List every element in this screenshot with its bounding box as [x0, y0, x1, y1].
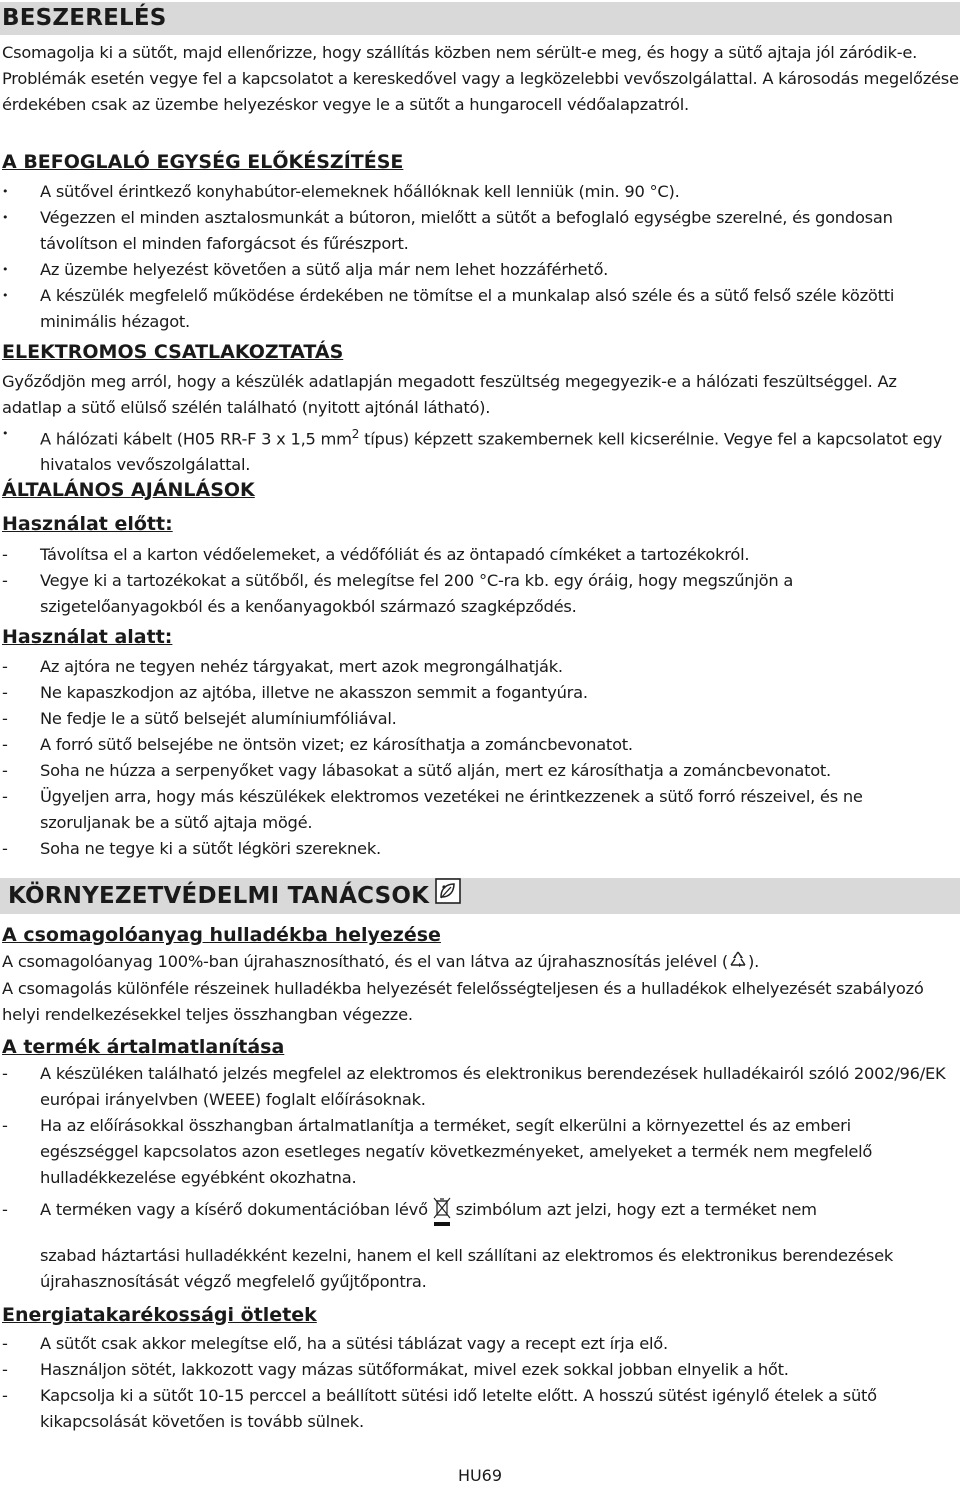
list-item [0, 680, 960, 706]
list-item-text: Soha ne tegye ki a sütőt légköri szereknek. [40, 839, 381, 858]
dash-marker: - [2, 683, 8, 702]
list-item-text: Soha ne húzza a serpenyőket vagy lábasokat a sütő alján, mert ez károsíthatja a zománcbevonatot. [40, 761, 831, 780]
section-altalanos [0, 477, 960, 862]
list-item-text: Kapcsolja ki a sütőt 10-15 perccel a beállított sütési idő letelte előtt. A hosszú sütést igénylő ételek a sütő kikapcsolását követően is tovább sülnek. [40, 1385, 877, 1431]
dash-marker: - [2, 1115, 8, 1135]
list-item [0, 784, 960, 836]
list-item-text: Az ajtóra ne tegyen nehéz tárgyakat, mert azok megrongálhatják. [40, 657, 563, 676]
heading-energia: Energiatakarékossági ötletek [2, 1303, 317, 1326]
list-item [0, 1383, 960, 1435]
dash-marker: - [2, 571, 8, 590]
section-elektromos [0, 339, 960, 478]
list-item [0, 568, 960, 620]
section-befoglalo [0, 149, 960, 335]
weee-text-line1-end: szimbólum azt jelzi, hogy ezt a terméket nem [450, 1199, 817, 1219]
dash-marker: - [2, 1333, 8, 1353]
termek-list [0, 1061, 960, 1295]
dash-marker: - [2, 657, 8, 676]
heading-beszereles: BESZERELÉS [0, 2, 960, 35]
page-number: HU69 [457, 1466, 503, 1485]
heading-altalanos: ÁLTALÁNOS AJÁNLÁSOK [2, 479, 255, 501]
heading-hasznalat-elott: Használat előtt: [2, 513, 173, 535]
cable-text-end: típus) képzett szakembernek kell kicserélnie. Vegye fel a kapcsolatot egy hivatalos vevőszolgálattal. [40, 429, 943, 475]
bullet-marker: • [2, 427, 9, 440]
weee-text-start: A terméken vagy a kísérő dokumentációban lévő [40, 1199, 433, 1219]
list-item [0, 257, 960, 283]
heading-termek: A termék ártalmatlanítása [2, 1035, 285, 1058]
dash-marker: - [2, 545, 8, 564]
dash-marker: - [2, 709, 8, 728]
list-item-text: Ügyeljen arra, hogy más készülékek elektromos vezetékei ne érintkezzenek a sütő forró részeivel, és ne szoruljanak be a sütő ajtaja mögé. [40, 787, 863, 832]
bullet-marker: • [2, 289, 9, 302]
list-item-text: A forró sütő belsejébe ne öntsön vizet; ez károsíthatja a zománcbevonatot. [40, 735, 633, 754]
list-item-text: Használjon sötét, lakkozott vagy mázas sütőformákat, mivel ezek sokkal jobban elnyelik a hőt. [40, 1359, 789, 1379]
list-item [0, 179, 960, 205]
list-item-text [40, 421, 960, 478]
list-item-text: Vegye ki a tartozékokat a sütőből, és melegítse fel 200 °C-ra kb. egy óráig, hogy megszűnjön a szigetelőanyagokból és a kenőanyagokból származó szagképződés. [40, 571, 794, 616]
list-item-text: Ne kapaszkodjon az ajtóba, illetve ne akasszon semmit a fogantyúra. [40, 683, 588, 702]
list-item [0, 421, 960, 478]
bullet-marker: • [2, 263, 9, 276]
list-item [0, 1357, 960, 1383]
section-beszereles [0, 2, 960, 118]
bullet-marker: • [2, 185, 9, 198]
list-item-text: Távolítsa el a karton védőelemeket, a védőfóliát és az öntapadó címkéket a tartozékokról. [40, 545, 750, 564]
list-item [0, 1061, 960, 1113]
list-item [0, 205, 960, 257]
csomag-paragraph-2: A csomagolás különféle részeinek hulladékba helyezését felelősségteljesen és a hulladékok elhelyezését szabályozó helyi rendelkezésekkel teljes összhangban végezze. [2, 978, 924, 1024]
csomag-text-start: A csomagolóanyag 100%-ban újrahasznosítható, és el van látva az újrahasznosítás jelével ( [2, 952, 729, 971]
dash-marker: - [2, 839, 8, 858]
dash-marker: - [2, 1199, 8, 1219]
list-item [0, 654, 960, 680]
dash-marker: - [2, 1359, 8, 1379]
list-item-text: Az üzembe helyezést követően a sütő alja már nem lehet hozzáférhető. [40, 260, 609, 279]
beszereles-paragraph: Csomagolja ki a sütőt, majd ellenőrizze, hogy szállítás közben nem sérült-e meg, és hogy a sütő ajtaja jól záródik-e. Problémák esetén vegye fel a kapcsolatot a kereskedővel vagy a legközelebbi vevőszolgálattal. A károsodás megelőzése érdekében csak az üzembe helyezéskor vegye le a sütőt a hungarocell védőalapzatról. [2, 43, 959, 114]
leaf-icon [435, 878, 461, 914]
list-item [0, 1113, 960, 1191]
list-item [0, 836, 960, 862]
heading-kornyezet [0, 878, 960, 914]
csomag-text-end: ). [748, 952, 760, 971]
superscript-2: 2 [351, 427, 360, 441]
hasznalat-elott-list [0, 542, 960, 620]
weee-text-rest: szabad háztartási hulladékként kezelni, hanem el kell szállítani az elektromos és elektronikus berendezések újrahasznosítását végző megfelelő gyűjtőpontra. [40, 1245, 894, 1291]
list-item [0, 1197, 960, 1295]
list-item-text: Végezzen el minden asztalosmunkát a bútoron, mielőtt a sütőt a befoglaló egységbe szerelné, és gondosan távolítson el minden faforgácsot és fűrészport. [40, 208, 893, 253]
dash-marker: - [2, 761, 8, 780]
heading-csomagoloanyag: A csomagolóanyag hulladékba helyezése [2, 924, 441, 946]
list-item-text: A sütőt csak akkor melegítse elő, ha a sütési táblázat vagy a recept ezt írja elő. [40, 1333, 668, 1353]
recycle-icon [728, 950, 748, 976]
heading-befoglalo: A BEFOGLALÓ EGYSÉG ELŐKÉSZÍTÉSE [2, 151, 404, 173]
list-item [0, 706, 960, 732]
list-item-text: A készülék megfelelő működése érdekében ne tömítse el a munkalap alsó széle és a sütő felső széle közötti minimális hézagot. [40, 286, 895, 331]
bullet-marker: • [2, 211, 9, 224]
list-item [0, 1331, 960, 1357]
cable-text-start: A hálózati kábelt (H05 RR-F 3 x 1,5 mm [40, 429, 352, 449]
heading-kornyezet-text: KÖRNYEZETVÉDELMI TANÁCSOK [8, 882, 430, 909]
section-kornyezet [0, 878, 960, 1435]
list-item-text [40, 1197, 960, 1295]
dash-marker: - [2, 787, 8, 806]
dash-marker: - [2, 1385, 8, 1405]
energia-list [0, 1331, 960, 1435]
list-item [0, 283, 960, 335]
elektromos-paragraph: Győződjön meg arról, hogy a készülék adatlapján megadott feszültség megegyezik-e a hálózati feszültséggel. Az adatlap a sütő elülső szélén található (nyitott ajtónál látható). [2, 372, 897, 417]
list-item [0, 542, 960, 568]
list-item-text: A készüléken található jelzés megfelel az elektromos és elektronikus berendezések hulladékairól szóló 2002/96/EK európai irányelvben (WEEE) foglalt előírásoknak. [40, 1063, 946, 1109]
list-item-text: Ha az előírásokkal összhangban ártalmatlanítja a terméket, segít elkerülni a környezettel és az emberi egészséggel kapcsolatos azon esetleges negatív következményeket, amelyeket a termék nem megfelelő hulladékkezelése egyébként okozhatna. [40, 1115, 873, 1187]
heading-elektromos: ELEKTROMOS CSATLAKOZTATÁS [2, 341, 344, 363]
heading-hasznalat-alatt: Használat alatt: [2, 626, 173, 648]
csomag-paragraph-1 [0, 949, 960, 976]
list-item-text: Ne fedje le a sütő belsejét alumíniumfóliával. [40, 709, 397, 728]
list-item [0, 732, 960, 758]
crossed-bin-icon [433, 1197, 451, 1237]
dash-marker: - [2, 1063, 8, 1083]
befoglalo-list [0, 179, 960, 335]
list-item-text: A sütővel érintkező konyhabútor-elemeknek hőállóknak kell lenniük (min. 90 °C). [40, 182, 680, 201]
dash-marker: - [2, 735, 8, 754]
hasznalat-alatt-list [0, 654, 960, 862]
list-item [0, 758, 960, 784]
